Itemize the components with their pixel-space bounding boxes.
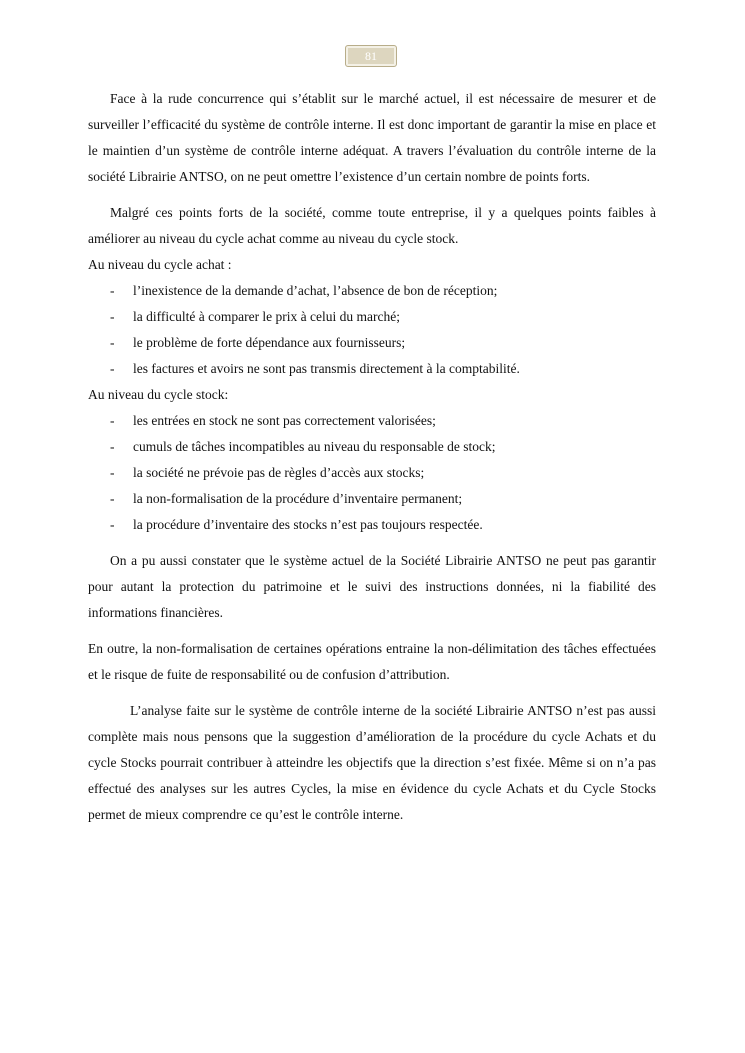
list-item: - la difficulté à comparer le prix à celui du marché; [88, 304, 656, 330]
list-item: - cumuls de tâches incompatibles au niveau du responsable de stock; [88, 434, 656, 460]
bullet-dash: - [110, 335, 115, 350]
paragraph-protection: On a pu aussi constater que le système actuel de la Société Librairie ANTSO ne peut pas garantir pour autant la protection du patrimoine et le suivi des instructions données, ni la fiabilité des informations financières. [88, 553, 656, 620]
list-item: - l’inexistence de la demande d’achat, l’absence de bon de réception; [88, 278, 656, 304]
achat-cycle-label: Au niveau du cycle achat : [88, 257, 232, 272]
bullet-dash: - [110, 491, 115, 506]
list-item: - les entrées en stock ne sont pas correctement valorisées; [88, 408, 656, 434]
bullet-dash: - [110, 309, 115, 324]
bullet-dash: - [110, 465, 115, 480]
list-item: - le problème de forte dépendance aux fournisseurs; [88, 330, 656, 356]
stock-weakness-list [88, 408, 656, 538]
document-body [88, 86, 656, 828]
stock-cycle-label: Au niveau du cycle stock: [88, 387, 229, 402]
list-item: - la non-formalisation de la procédure d’inventaire permanent; [88, 486, 656, 512]
list-item: - la société ne prévoie pas de règles d’accès aux stocks; [88, 460, 656, 486]
achat-weakness-list [88, 278, 656, 382]
bullet-dash: - [110, 361, 115, 376]
paragraph-formalisation: En outre, la non-formalisation de certaines opérations entraine la non-délimitation des tâches effectuées et le risque de fuite de responsabilité ou de confusion d’attribution. [88, 641, 656, 682]
bullet-dash: - [110, 439, 115, 454]
list-item: - la procédure d’inventaire des stocks n’est pas toujours respectée. [88, 512, 656, 538]
paragraph-conclusion: L’analyse faite sur le système de contrôle interne de la société Librairie ANTSO n’est pas aussi complète mais nous pensons que la suggestion d’amélioration de la procédure du cycle Achats et du cycle Stocks pourrait contribuer à atteindre les objectifs que la direction s’est fixée. Même si on n’a pas effectué des analyses sur les autres Cycles, la mise en évidence du cycle Achats et du Cycle Stocks permet de mieux comprendre ce qu’est le contrôle interne. [88, 703, 656, 822]
page-number: 81 [345, 45, 397, 67]
paragraph-weaknesses: Malgré ces points forts de la société, comme toute entreprise, il y a quelques points faibles à améliorer au niveau du cycle achat comme au niveau du cycle stock. [88, 205, 656, 246]
bullet-dash: - [110, 283, 115, 298]
paragraph-intro: Face à la rude concurrence qui s’établit sur le marché actuel, il est nécessaire de mesurer et de surveiller l’efficacité du système de contrôle interne. Il est donc important de garantir la mise en place et le maintien d’un système de contrôle interne adéquat. A travers l’évaluation du contrôle interne de la société Librairie ANTSO, on ne peut omettre l’existence d’un certain nombre de points forts. [88, 91, 656, 184]
list-item: - les factures et avoirs ne sont pas transmis directement à la comptabilité. [88, 356, 656, 382]
bullet-dash: - [110, 413, 115, 428]
bullet-dash: - [110, 517, 115, 532]
